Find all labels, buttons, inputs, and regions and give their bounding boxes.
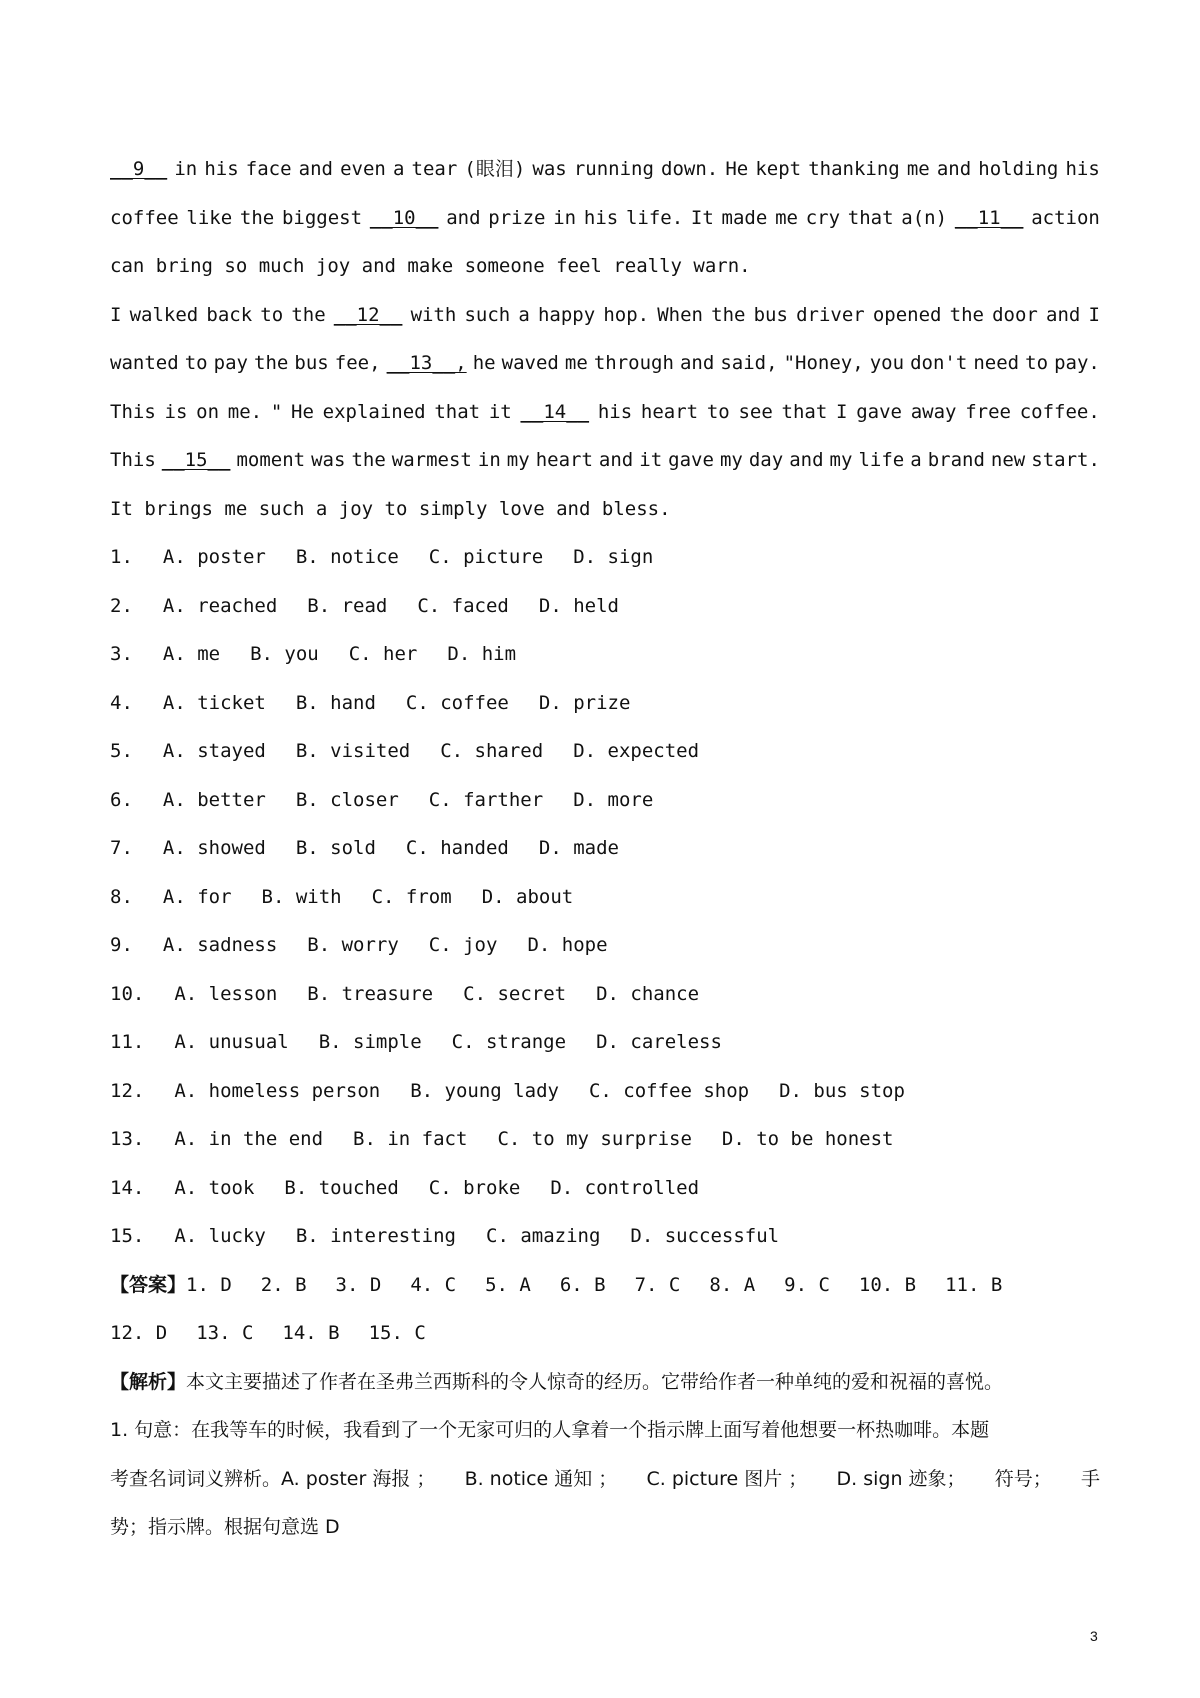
passage-word: and (679, 352, 715, 374)
passage-word: wanted (110, 352, 179, 374)
passage-word: new (990, 449, 1026, 471)
passage-word: that (781, 400, 828, 423)
passage-word: it (488, 400, 512, 423)
passage-word: hop. (603, 303, 650, 326)
passage-word: and (1046, 303, 1081, 326)
answer-item: 11. B (945, 1273, 1003, 1296)
question-item (110, 727, 1100, 776)
passage-word: tear (411, 158, 458, 180)
question-option: D. controlled (550, 1176, 700, 1199)
passage-word: free (965, 400, 1011, 423)
passage-word: his (597, 400, 633, 423)
question-number: 1. (110, 546, 133, 568)
passage-word: (眼泪) (464, 158, 526, 180)
passage-word: is (164, 400, 188, 423)
passage-word: life (858, 449, 905, 471)
passage-word: start. (1031, 449, 1100, 471)
passage-word: don't (910, 352, 968, 374)
passage-word: the (711, 303, 746, 326)
passage-word: kept (755, 158, 802, 180)
question-option: D. successful (630, 1225, 780, 1247)
passage-word: pay. (1054, 352, 1100, 374)
passage-word: heart (535, 449, 593, 471)
passage-word: a (392, 158, 405, 180)
passage-word: such (464, 303, 511, 326)
question-number: 8. (110, 885, 133, 908)
passage-word: brand (927, 449, 985, 471)
analysis-segment: 符号； (994, 1467, 1052, 1490)
passage-word: and (298, 158, 333, 180)
question-option: B. read (307, 594, 388, 617)
answer-item: 10. B (858, 1273, 917, 1296)
question-option: D. made (538, 837, 619, 859)
passage-word: me (564, 352, 588, 374)
passage-word: down. (661, 158, 719, 180)
passage-word: explained (322, 400, 426, 423)
passage-word: the (239, 206, 275, 229)
question-option: C. joy (428, 934, 498, 956)
question-option: B. simple (318, 1031, 422, 1053)
passage-word: coffee. (1019, 400, 1100, 423)
question-option: A. better (162, 788, 266, 811)
passage-word: on (196, 400, 220, 423)
question-item (110, 1018, 1100, 1067)
question-number: 7. (110, 837, 133, 859)
answer-line-2 (110, 1309, 1100, 1358)
question-option: A. stayed (162, 740, 266, 762)
passage-word: back (206, 303, 253, 326)
passage-word: and (598, 449, 634, 471)
passage-word: cry (805, 206, 841, 229)
answer-item: 4. C (410, 1273, 457, 1296)
question-option: A. took (174, 1176, 255, 1199)
passage-word: It (690, 206, 714, 229)
analysis-summary-text: 本文主要描述了作者在圣弗兰西斯科的令人惊奇的经历。它带给作者一种单纯的爱和祝福的喜悦。 (186, 1370, 1004, 1393)
question-option: C. amazing (486, 1225, 601, 1247)
question-number: 3. (110, 643, 133, 665)
passage-word: a(n) (901, 206, 948, 229)
passage-word: like (186, 206, 233, 229)
question-option: D. chance (596, 982, 700, 1005)
analysis-segment: B. notice 通知 ； (464, 1467, 618, 1490)
question-item (110, 921, 1100, 970)
question-item (110, 630, 1100, 679)
passage-word: to (260, 303, 284, 326)
question-option: B. touched (284, 1176, 399, 1199)
question-option: B. sold (295, 837, 376, 859)
question-number: 9. (110, 934, 133, 956)
question-option: D. him (447, 643, 517, 665)
passage-word: I (1088, 303, 1100, 326)
passage-word: running (573, 158, 654, 180)
question-option: B. notice (295, 546, 399, 568)
passage-word: gave (668, 449, 714, 471)
question-option: D. bus stop (779, 1079, 905, 1102)
passage-word: me (906, 158, 930, 180)
passage-word: my (719, 449, 743, 471)
question-option: A. reached (162, 594, 278, 617)
question-option: D. more (573, 788, 654, 811)
question-option: A. for (162, 885, 232, 908)
passage-word: bus (753, 303, 788, 326)
passage-word: to (1025, 352, 1049, 374)
passage-word: in (477, 449, 501, 471)
passage-word: I (110, 303, 122, 326)
answer-item: 2. B (260, 1273, 307, 1296)
passage-word: me. (227, 400, 263, 423)
passage-word: pay (213, 352, 248, 374)
passage-word: face (245, 158, 292, 180)
question-item (110, 824, 1100, 873)
passage-word: was (311, 449, 346, 471)
passage-word: you (869, 352, 905, 374)
passage-word: heart (640, 400, 699, 423)
passage-word: He (291, 400, 314, 423)
question-number: 6. (110, 788, 133, 811)
passage-text: It brings me such a joy to simply love and bless. (110, 497, 671, 520)
blank-number: __15__ (161, 449, 231, 471)
passage-word: driver (796, 303, 865, 326)
question-option: B. worry (307, 934, 399, 956)
passage-word: This (110, 400, 156, 423)
analysis-segment: 考查名词词义辨析。A. poster 海报 ； (110, 1467, 436, 1490)
blank-number: __12__ (333, 303, 403, 326)
question-list (110, 533, 1100, 1261)
passage-word: a (518, 303, 530, 326)
passage-word: said, (720, 352, 778, 374)
answer-item: 1. D (186, 1273, 232, 1296)
analysis-text: 1. 句意：在我等车的时候，我看到了一个无家可归的人拿着一个指示牌上面写着他想要一杯热咖啡。本题 (110, 1419, 990, 1441)
question-option: C. coffee shop (588, 1079, 750, 1102)
passage-word: and (936, 158, 972, 180)
question-number: 15. (110, 1225, 145, 1247)
question-item (110, 970, 1100, 1019)
question-option: D. careless (596, 1031, 722, 1053)
passage-word: opened (872, 303, 942, 326)
answer-item: 7. C (634, 1273, 681, 1296)
passage-word: a (910, 449, 922, 471)
passage-word: through (593, 352, 674, 374)
analysis-q1-line1 (110, 1406, 1100, 1455)
passage-word: see (738, 400, 773, 423)
question-option: A. in the end (174, 1128, 324, 1150)
passage-word: thanking (808, 158, 900, 180)
passage-word: that (434, 400, 481, 423)
passage-word: prize (488, 206, 546, 229)
question-option: B. with (261, 885, 342, 908)
question-option: D. expected (573, 740, 700, 762)
answer-item: 13. C (196, 1322, 254, 1344)
question-option: C. broke (428, 1176, 521, 1199)
question-number: 12. (110, 1079, 145, 1102)
passage-word: fee, (334, 352, 381, 374)
question-option: D. prize (538, 691, 631, 714)
passage-line (110, 436, 1100, 485)
passage-word: walked (129, 303, 199, 326)
question-option: A. ticket (162, 691, 266, 714)
question-option: D. held (538, 594, 619, 617)
question-option: C. secret (463, 982, 567, 1005)
question-option: C. to my surprise (497, 1128, 692, 1150)
passage-word: the (949, 303, 984, 326)
passage-word: " (270, 400, 283, 423)
passage-word: holding (978, 158, 1059, 180)
question-option: C. handed (405, 837, 509, 859)
analysis-text: 势；指示牌。根据句意选 D (110, 1516, 340, 1538)
passage-word: day (748, 449, 784, 471)
passage-word: to (706, 400, 730, 423)
question-option: A. unusual (174, 1031, 289, 1053)
question-option: C. farther (428, 788, 544, 811)
question-number: 2. (110, 594, 133, 617)
analysis-segment: C. picture 图片 ； (646, 1467, 808, 1490)
question-option: B. in fact (353, 1128, 468, 1150)
passage-word: happy (537, 303, 596, 326)
question-option: C. picture (428, 546, 544, 568)
blank-number: __14__ (520, 400, 590, 423)
passage-word: I (836, 400, 848, 423)
passage-word: waved (501, 352, 559, 374)
question-item (110, 873, 1100, 922)
question-number: 5. (110, 740, 133, 762)
question-option: A. poster (162, 546, 266, 568)
passage-word: He (725, 158, 749, 180)
answer-item: 6. B (559, 1273, 606, 1296)
passage-word: in (174, 158, 198, 180)
question-option: A. sadness (162, 934, 278, 956)
question-option: C. faced (417, 594, 509, 617)
passage-word: action (1031, 206, 1100, 229)
question-option: A. lucky (174, 1225, 266, 1247)
question-option: C. strange (451, 1031, 567, 1053)
passage-word: his (583, 206, 619, 229)
passage-word: biggest (281, 206, 363, 229)
passage-word: and (789, 449, 824, 471)
document-page (110, 145, 1100, 1552)
passage-line (110, 145, 1100, 194)
passage-word: his (204, 158, 239, 180)
question-option: B. you (250, 643, 319, 665)
passage-word: This (110, 449, 156, 471)
question-option: B. visited (295, 740, 411, 762)
passage-word: the (351, 449, 386, 471)
question-number: 10. (110, 982, 145, 1005)
question-number: 13. (110, 1128, 145, 1150)
question-option: B. hand (295, 691, 376, 714)
passage-line (110, 291, 1100, 340)
answer-item: 8. A (709, 1273, 756, 1296)
analysis-segment: D. sign 迹象； (836, 1467, 966, 1490)
question-item (110, 533, 1100, 582)
passage-word: in (553, 206, 577, 229)
blank-number: __10__ (369, 206, 439, 229)
passage-word: made (721, 206, 768, 229)
question-option: D. hope (527, 934, 608, 956)
question-option: D. sign (573, 546, 654, 568)
passage-word: my (829, 449, 853, 471)
question-item (110, 1115, 1100, 1164)
answer-item: 15. C (368, 1322, 426, 1344)
analysis-segment: 手 (1080, 1467, 1100, 1490)
passage-word: he (472, 352, 496, 374)
question-option: A. me (162, 643, 221, 665)
question-item (110, 776, 1100, 825)
question-item (110, 679, 1100, 728)
question-option: A. homeless person (174, 1079, 381, 1102)
passage-word: his (1065, 158, 1100, 180)
analysis-q1-line3 (110, 1503, 1100, 1552)
analysis-q1-line2 (110, 1455, 1100, 1504)
blank-number: __13__, (386, 352, 467, 374)
passage-line (110, 388, 1100, 437)
passage-word: to (184, 352, 208, 374)
passage-word: the (291, 303, 326, 326)
question-number: 4. (110, 691, 133, 714)
passage-word: it (639, 449, 663, 471)
question-option: B. young lady (410, 1079, 559, 1102)
question-item (110, 1067, 1100, 1116)
question-item (110, 1212, 1100, 1261)
question-option: D. about (481, 885, 574, 908)
question-option: C. shared (440, 740, 544, 762)
blank-number: __9__ (110, 158, 168, 180)
passage-word: me (775, 206, 798, 229)
passage-word: moment (236, 449, 306, 471)
question-number: 11. (110, 1031, 145, 1053)
passage-word: When (657, 303, 703, 326)
passage (110, 145, 1100, 533)
passage-word: bus (294, 352, 329, 374)
passage-word: "Honey, (783, 352, 864, 374)
passage-word: with (410, 303, 457, 326)
passage-line (110, 339, 1100, 388)
question-option: C. her (348, 643, 418, 665)
blank-number: __11__ (954, 206, 1024, 229)
analysis-summary (110, 1358, 1100, 1407)
passage-word: even (340, 158, 386, 180)
passage-word: away (910, 400, 957, 423)
passage-word: gave (856, 400, 902, 423)
passage-word: door (992, 303, 1038, 326)
passage-word: life. (625, 206, 684, 229)
page-number: 3 (1090, 1628, 1098, 1644)
question-option: C. from (371, 885, 452, 908)
passage-word: need (973, 352, 1020, 374)
passage-word: my (506, 449, 530, 471)
passage-word: and (446, 206, 481, 229)
question-item (110, 582, 1100, 631)
question-number: 14. (110, 1176, 145, 1199)
passage-line (110, 194, 1100, 243)
answer-label: 【答案】 (110, 1273, 187, 1296)
question-option: C. coffee (405, 691, 509, 714)
answer-item: 12. D (110, 1322, 168, 1344)
question-option: B. interesting (295, 1225, 456, 1247)
question-option: A. showed (162, 837, 266, 859)
answer-item: 5. A (485, 1273, 531, 1296)
passage-word: coffee (110, 206, 179, 229)
answer-item: 3. D (335, 1273, 382, 1296)
question-option: B. treasure (307, 982, 434, 1005)
passage-line (110, 485, 1100, 534)
passage-word: warmest (391, 449, 472, 471)
question-option: D. to be honest (721, 1128, 894, 1150)
question-item (110, 1164, 1100, 1213)
question-option: B. closer (295, 788, 399, 811)
answer-line-1 (110, 1261, 1100, 1310)
passage-word: was (532, 158, 567, 180)
passage-line (110, 242, 1100, 291)
passage-word: the (254, 352, 289, 374)
question-option: A. lesson (174, 982, 278, 1005)
passage-word: that (847, 206, 894, 229)
passage-text: can bring so much joy and make someone feel really warn. (110, 255, 751, 277)
answer-item: 9. C (784, 1273, 830, 1296)
answer-item: 14. B (282, 1322, 340, 1344)
analysis-label: 【解析】 (110, 1370, 187, 1393)
